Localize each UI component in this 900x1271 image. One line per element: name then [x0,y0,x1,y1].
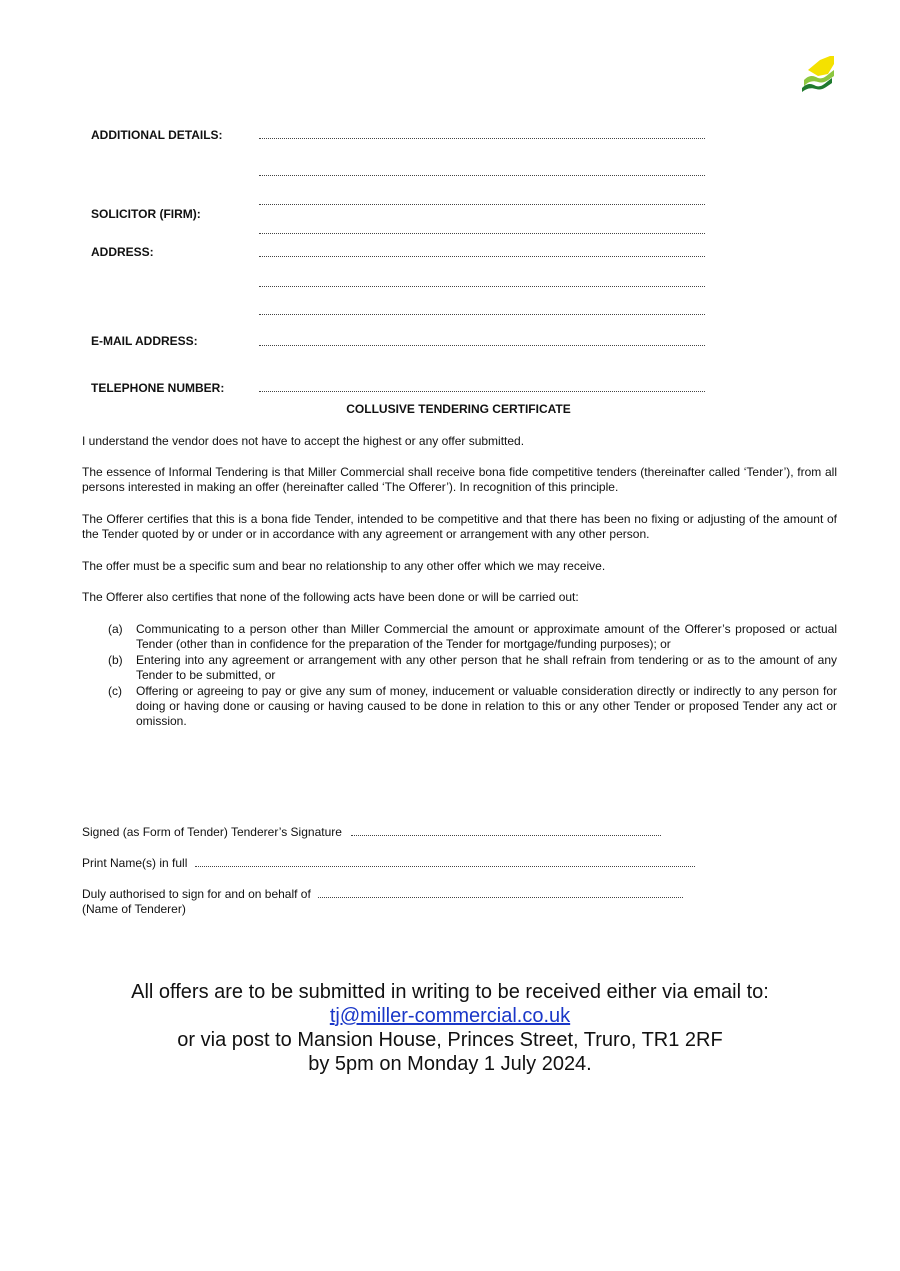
signature-label: Signed (as Form of Tender) Tenderer’s Signature [82,825,342,839]
signature-row [82,825,661,840]
address-label: ADDRESS: [91,245,154,259]
list-text: Entering into any agreement or arrangement with any other person that he shall refrain from tendering or as to the amount of any Tender to be submitted, or [136,653,837,682]
footer-line-1: All offers are to be submitted in writing to be received either via email to: [131,981,769,1003]
list-text: Offering or agreeing to pay or give any sum of money, inducement or valuable consideration directly or indirectly to any person for doing or having done or causing or having caused to be done in relation to this or any other Tender or proposed Tender any act or omission. [136,684,837,728]
print-name-line[interactable] [195,856,695,867]
additional-details-line-2[interactable] [259,174,705,176]
authorised-line[interactable] [318,887,683,898]
footer-line-3: or via post to Mansion House, Princes Street, Truro, TR1 2RF [177,1029,723,1051]
list-marker: (b) [108,653,123,667]
solicitor-firm-line[interactable] [259,232,705,234]
additional-details-label: ADDITIONAL DETAILS: [91,128,223,142]
email-address-label: E-MAIL ADDRESS: [91,334,198,348]
solicitor-firm-label: SOLICITOR (FIRM): [91,207,201,221]
list-item-a [108,622,837,652]
print-name-row [82,856,695,871]
list-marker: (c) [108,684,122,698]
certificate-title: COLLUSIVE TENDERING CERTIFICATE [346,402,571,416]
paragraph-acts-intro: The Offerer also certifies that none of the following acts have been done or will be carried out: [82,590,579,604]
paragraph-specific-sum: The offer must be a specific sum and bear no relationship to any other offer which we may receive. [82,559,606,573]
list-item-c [108,684,837,729]
authorised-label: Duly authorised to sign for and on behalf of [82,887,311,901]
footer-line-4: by 5pm on Monday 1 July 2024. [308,1053,592,1075]
paragraph-essence: The essence of Informal Tendering is that Miller Commercial shall receive bona fide competitive tenders (thereinafter called ‘Tender’), from all persons interested in making an offer (hereinafter called ‘The Offerer’). In recognition of this principle. [82,465,837,494]
submission-instructions [0,980,900,1076]
authorised-row [82,887,683,902]
address-line-2[interactable] [259,285,705,287]
address-line-3[interactable] [259,313,705,315]
tenderer-note: (Name of Tenderer) [82,902,186,916]
list-marker: (a) [108,622,123,636]
telephone-number-line[interactable] [259,390,705,392]
list-text: Communicating to a person other than Miller Commercial the amount or approximate amount of the Offerer’s proposed or actual Tender (other than in confidence for the preparation of the Tender for mortgage/funding purposes); or [136,622,837,651]
list-item-b [108,653,837,683]
address-line-1[interactable] [259,255,705,257]
email-link[interactable]: tj@miller-commercial.co.uk [329,1005,571,1027]
print-name-label: Print Name(s) in full [82,856,188,870]
additional-details-line-1[interactable] [259,137,705,139]
company-logo [800,52,838,94]
additional-details-line-3[interactable] [259,203,705,205]
telephone-number-label: TELEPHONE NUMBER: [91,381,225,395]
leaf-logo-icon [800,52,838,94]
paragraph-vendor: I understand the vendor does not have to accept the highest or any offer submitted. [82,434,525,448]
signature-line[interactable] [351,825,661,836]
email-address-line[interactable] [259,344,705,346]
paragraph-certifies: The Offerer certifies that this is a bona fide Tender, intended to be competitive and that there has been no fixing or adjusting of the amount of the Tender quoted by or under or in accordance with any agreement or arrangement with any other person. [82,512,837,541]
